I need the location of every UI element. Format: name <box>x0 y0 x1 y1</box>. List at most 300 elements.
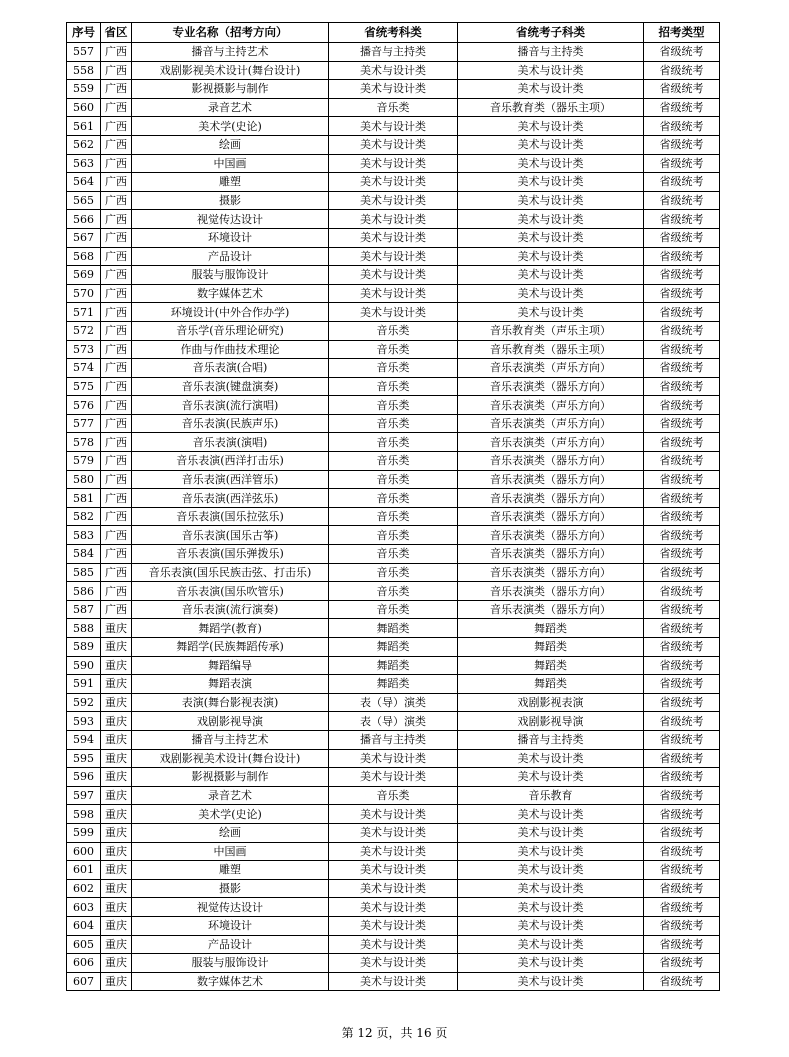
table-row <box>67 842 720 861</box>
cell-admission-type: 省级统考 <box>644 414 720 433</box>
admissions-table <box>66 22 720 991</box>
cell-exam-category: 美术与设计类 <box>329 247 458 266</box>
cell-admission-type: 省级统考 <box>644 135 720 154</box>
table-row <box>67 935 720 954</box>
cell-province: 广西 <box>101 321 132 340</box>
cell-major: 录音艺术 <box>132 98 329 117</box>
cell-admission-type: 省级统考 <box>644 861 720 880</box>
cell-exam-category: 美术与设计类 <box>329 303 458 322</box>
cell-serial: 590 <box>67 656 101 675</box>
cell-exam-category: 音乐类 <box>329 786 458 805</box>
cell-admission-type: 省级统考 <box>644 489 720 508</box>
cell-serial: 573 <box>67 340 101 359</box>
cell-province: 广西 <box>101 117 132 136</box>
table-row <box>67 154 720 173</box>
cell-major: 播音与主持艺术 <box>132 730 329 749</box>
cell-major: 音乐表演(西洋管乐) <box>132 470 329 489</box>
cell-exam-subcategory: 音乐表演类（器乐方向） <box>458 526 644 545</box>
cell-province: 重庆 <box>101 842 132 861</box>
cell-exam-subcategory: 美术与设计类 <box>458 303 644 322</box>
cell-exam-category: 美术与设计类 <box>329 154 458 173</box>
cell-province: 重庆 <box>101 693 132 712</box>
cell-exam-category: 音乐类 <box>329 507 458 526</box>
cell-admission-type: 省级统考 <box>644 321 720 340</box>
cell-province: 广西 <box>101 433 132 452</box>
cell-exam-subcategory: 美术与设计类 <box>458 823 644 842</box>
cell-admission-type: 省级统考 <box>644 786 720 805</box>
cell-serial: 602 <box>67 879 101 898</box>
cell-major: 音乐表演(国乐拉弦乐) <box>132 507 329 526</box>
cell-major: 环境设计 <box>132 228 329 247</box>
table-row <box>67 507 720 526</box>
cell-exam-category: 音乐类 <box>329 452 458 471</box>
cell-major: 舞蹈学(教育) <box>132 619 329 638</box>
cell-admission-type: 省级统考 <box>644 693 720 712</box>
cell-province: 广西 <box>101 98 132 117</box>
cell-exam-category: 美术与设计类 <box>329 823 458 842</box>
cell-major: 中国画 <box>132 842 329 861</box>
cell-admission-type: 省级统考 <box>644 284 720 303</box>
table-row <box>67 545 720 564</box>
cell-exam-subcategory: 美术与设计类 <box>458 191 644 210</box>
cell-exam-subcategory: 舞蹈类 <box>458 638 644 657</box>
cell-major: 摄影 <box>132 879 329 898</box>
cell-exam-category: 美术与设计类 <box>329 210 458 229</box>
cell-major: 数字媒体艺术 <box>132 972 329 991</box>
cell-major: 绘画 <box>132 135 329 154</box>
cell-serial: 601 <box>67 861 101 880</box>
cell-major: 音乐表演(流行演奏) <box>132 600 329 619</box>
cell-major: 音乐表演(民族声乐) <box>132 414 329 433</box>
table-row <box>67 173 720 192</box>
cell-serial: 589 <box>67 638 101 657</box>
cell-serial: 595 <box>67 749 101 768</box>
cell-serial: 585 <box>67 563 101 582</box>
cell-exam-category: 美术与设计类 <box>329 228 458 247</box>
cell-exam-category: 美术与设计类 <box>329 805 458 824</box>
cell-exam-subcategory: 美术与设计类 <box>458 266 644 285</box>
cell-major: 摄影 <box>132 191 329 210</box>
cell-exam-subcategory: 美术与设计类 <box>458 154 644 173</box>
cell-serial: 564 <box>67 173 101 192</box>
cell-exam-category: 美术与设计类 <box>329 191 458 210</box>
cell-admission-type: 省级统考 <box>644 173 720 192</box>
cell-exam-category: 音乐类 <box>329 489 458 508</box>
cell-exam-category: 美术与设计类 <box>329 916 458 935</box>
cell-exam-category: 美术与设计类 <box>329 842 458 861</box>
cell-province: 广西 <box>101 563 132 582</box>
cell-exam-category: 美术与设计类 <box>329 972 458 991</box>
cell-province: 广西 <box>101 545 132 564</box>
cell-major: 影视摄影与制作 <box>132 768 329 787</box>
cell-province: 重庆 <box>101 879 132 898</box>
cell-admission-type: 省级统考 <box>644 638 720 657</box>
cell-serial: 580 <box>67 470 101 489</box>
cell-exam-subcategory: 美术与设计类 <box>458 173 644 192</box>
cell-province: 广西 <box>101 284 132 303</box>
table-row <box>67 210 720 229</box>
cell-province: 重庆 <box>101 805 132 824</box>
cell-province: 广西 <box>101 526 132 545</box>
cell-serial: 593 <box>67 712 101 731</box>
cell-admission-type: 省级统考 <box>644 675 720 694</box>
cell-province: 重庆 <box>101 730 132 749</box>
cell-serial: 587 <box>67 600 101 619</box>
cell-major: 舞蹈学(民族舞蹈传承) <box>132 638 329 657</box>
cell-province: 重庆 <box>101 898 132 917</box>
cell-province: 重庆 <box>101 916 132 935</box>
cell-province: 重庆 <box>101 712 132 731</box>
cell-admission-type: 省级统考 <box>644 43 720 62</box>
cell-major: 美术学(史论) <box>132 117 329 136</box>
cell-serial: 566 <box>67 210 101 229</box>
cell-admission-type: 省级统考 <box>644 359 720 378</box>
cell-admission-type: 省级统考 <box>644 842 720 861</box>
cell-admission-type: 省级统考 <box>644 526 720 545</box>
cell-exam-subcategory: 美术与设计类 <box>458 879 644 898</box>
cell-major: 服装与服饰设计 <box>132 954 329 973</box>
cell-serial: 561 <box>67 117 101 136</box>
cell-major: 戏剧影视导演 <box>132 712 329 731</box>
table-row <box>67 303 720 322</box>
table-row <box>67 359 720 378</box>
cell-exam-category: 美术与设计类 <box>329 879 458 898</box>
cell-admission-type: 省级统考 <box>644 563 720 582</box>
cell-exam-category: 音乐类 <box>329 414 458 433</box>
cell-serial: 572 <box>67 321 101 340</box>
cell-exam-subcategory: 戏剧影视导演 <box>458 712 644 731</box>
cell-province: 广西 <box>101 191 132 210</box>
table-row <box>67 340 720 359</box>
cell-admission-type: 省级统考 <box>644 61 720 80</box>
cell-exam-subcategory: 美术与设计类 <box>458 972 644 991</box>
cell-exam-subcategory: 舞蹈类 <box>458 619 644 638</box>
table-row <box>67 768 720 787</box>
table-row <box>67 656 720 675</box>
table-row <box>67 582 720 601</box>
cell-exam-subcategory: 美术与设计类 <box>458 935 644 954</box>
table-row <box>67 786 720 805</box>
table-row <box>67 414 720 433</box>
cell-exam-subcategory: 音乐表演类（声乐方向） <box>458 359 644 378</box>
cell-exam-subcategory: 音乐教育类（器乐主项） <box>458 98 644 117</box>
cell-exam-subcategory: 播音与主持类 <box>458 730 644 749</box>
cell-serial: 568 <box>67 247 101 266</box>
cell-exam-subcategory: 舞蹈类 <box>458 656 644 675</box>
cell-exam-category: 美术与设计类 <box>329 861 458 880</box>
cell-exam-subcategory: 音乐表演类（声乐方向） <box>458 396 644 415</box>
cell-exam-subcategory: 音乐表演类（器乐方向） <box>458 600 644 619</box>
cell-major: 音乐表演(国乐弹拨乐) <box>132 545 329 564</box>
cell-exam-subcategory: 美术与设计类 <box>458 228 644 247</box>
cell-exam-category: 美术与设计类 <box>329 173 458 192</box>
table-row <box>67 321 720 340</box>
table-row <box>67 61 720 80</box>
cell-major: 产品设计 <box>132 935 329 954</box>
cell-serial: 597 <box>67 786 101 805</box>
cell-major: 播音与主持艺术 <box>132 43 329 62</box>
cell-exam-category: 音乐类 <box>329 600 458 619</box>
cell-exam-category: 美术与设计类 <box>329 80 458 99</box>
cell-province: 重庆 <box>101 638 132 657</box>
cell-province: 重庆 <box>101 935 132 954</box>
cell-admission-type: 省级统考 <box>644 210 720 229</box>
cell-exam-category: 美术与设计类 <box>329 898 458 917</box>
cell-province: 广西 <box>101 247 132 266</box>
table-row <box>67 805 720 824</box>
table-row <box>67 619 720 638</box>
cell-exam-subcategory: 音乐表演类（器乐方向） <box>458 452 644 471</box>
cell-admission-type: 省级统考 <box>644 303 720 322</box>
cell-exam-category: 音乐类 <box>329 359 458 378</box>
cell-admission-type: 省级统考 <box>644 712 720 731</box>
cell-exam-subcategory: 美术与设计类 <box>458 61 644 80</box>
cell-province: 重庆 <box>101 972 132 991</box>
cell-major: 音乐表演(西洋打击乐) <box>132 452 329 471</box>
cell-exam-subcategory: 美术与设计类 <box>458 805 644 824</box>
cell-province: 重庆 <box>101 823 132 842</box>
table-row <box>67 675 720 694</box>
cell-province: 广西 <box>101 154 132 173</box>
cell-admission-type: 省级统考 <box>644 805 720 824</box>
cell-major: 雕塑 <box>132 173 329 192</box>
cell-admission-type: 省级统考 <box>644 545 720 564</box>
header-exam-subcategory: 省统考子科类 <box>458 23 644 43</box>
cell-admission-type: 省级统考 <box>644 730 720 749</box>
cell-exam-subcategory: 美术与设计类 <box>458 916 644 935</box>
cell-province: 广西 <box>101 135 132 154</box>
cell-province: 广西 <box>101 210 132 229</box>
cell-exam-subcategory: 美术与设计类 <box>458 80 644 99</box>
cell-exam-subcategory: 音乐教育类（器乐主项） <box>458 340 644 359</box>
cell-exam-category: 美术与设计类 <box>329 954 458 973</box>
cell-serial: 606 <box>67 954 101 973</box>
cell-province: 重庆 <box>101 954 132 973</box>
cell-admission-type: 省级统考 <box>644 433 720 452</box>
cell-admission-type: 省级统考 <box>644 656 720 675</box>
cell-province: 重庆 <box>101 786 132 805</box>
cell-admission-type: 省级统考 <box>644 619 720 638</box>
cell-exam-category: 美术与设计类 <box>329 768 458 787</box>
cell-exam-subcategory: 美术与设计类 <box>458 117 644 136</box>
cell-exam-subcategory: 美术与设计类 <box>458 898 644 917</box>
cell-major: 影视摄影与制作 <box>132 80 329 99</box>
cell-major: 作曲与作曲技术理论 <box>132 340 329 359</box>
table-row <box>67 284 720 303</box>
cell-major: 舞蹈编导 <box>132 656 329 675</box>
table-body <box>67 43 720 991</box>
cell-province: 广西 <box>101 470 132 489</box>
cell-major: 数字媒体艺术 <box>132 284 329 303</box>
cell-major: 雕塑 <box>132 861 329 880</box>
cell-province: 广西 <box>101 452 132 471</box>
table-row <box>67 730 720 749</box>
header-major: 专业名称（招考方向） <box>132 23 329 43</box>
table-row <box>67 972 720 991</box>
cell-province: 广西 <box>101 43 132 62</box>
cell-serial: 578 <box>67 433 101 452</box>
cell-admission-type: 省级统考 <box>644 582 720 601</box>
cell-province: 广西 <box>101 340 132 359</box>
cell-admission-type: 省级统考 <box>644 749 720 768</box>
cell-major: 录音艺术 <box>132 786 329 805</box>
cell-exam-category: 美术与设计类 <box>329 266 458 285</box>
table-row <box>67 228 720 247</box>
cell-serial: 559 <box>67 80 101 99</box>
cell-serial: 584 <box>67 545 101 564</box>
cell-admission-type: 省级统考 <box>644 98 720 117</box>
cell-exam-category: 表（导）演类 <box>329 693 458 712</box>
cell-serial: 583 <box>67 526 101 545</box>
table-row <box>67 377 720 396</box>
cell-major: 音乐表演(西洋弦乐) <box>132 489 329 508</box>
cell-major: 视觉传达设计 <box>132 210 329 229</box>
table-row <box>67 693 720 712</box>
table-header-row <box>67 23 720 43</box>
cell-major: 视觉传达设计 <box>132 898 329 917</box>
cell-admission-type: 省级统考 <box>644 470 720 489</box>
cell-exam-category: 音乐类 <box>329 470 458 489</box>
cell-exam-category: 音乐类 <box>329 433 458 452</box>
cell-exam-subcategory: 音乐表演类（器乐方向） <box>458 377 644 396</box>
cell-serial: 586 <box>67 582 101 601</box>
cell-serial: 570 <box>67 284 101 303</box>
cell-serial: 592 <box>67 693 101 712</box>
table-row <box>67 861 720 880</box>
table-row <box>67 898 720 917</box>
cell-exam-category: 音乐类 <box>329 377 458 396</box>
table-row <box>67 600 720 619</box>
table-row <box>67 749 720 768</box>
cell-province: 广西 <box>101 173 132 192</box>
table-row <box>67 80 720 99</box>
cell-exam-category: 音乐类 <box>329 98 458 117</box>
cell-province: 重庆 <box>101 768 132 787</box>
cell-exam-category: 音乐类 <box>329 321 458 340</box>
table-row <box>67 489 720 508</box>
cell-major: 音乐表演(国乐民族击弦、打击乐) <box>132 563 329 582</box>
cell-exam-subcategory: 美术与设计类 <box>458 210 644 229</box>
cell-exam-subcategory: 音乐教育 <box>458 786 644 805</box>
cell-province: 广西 <box>101 600 132 619</box>
cell-admission-type: 省级统考 <box>644 247 720 266</box>
cell-province: 广西 <box>101 359 132 378</box>
cell-exam-subcategory: 音乐表演类（器乐方向） <box>458 582 644 601</box>
cell-admission-type: 省级统考 <box>644 935 720 954</box>
cell-major: 戏剧影视美术设计(舞台设计) <box>132 61 329 80</box>
cell-major: 音乐表演(合唱) <box>132 359 329 378</box>
cell-province: 广西 <box>101 80 132 99</box>
table-row <box>67 452 720 471</box>
cell-major: 音乐表演(演唱) <box>132 433 329 452</box>
table-row <box>67 396 720 415</box>
table-row <box>67 638 720 657</box>
cell-admission-type: 省级统考 <box>644 768 720 787</box>
cell-exam-subcategory: 美术与设计类 <box>458 284 644 303</box>
header-serial: 序号 <box>67 23 101 43</box>
cell-admission-type: 省级统考 <box>644 452 720 471</box>
cell-exam-category: 音乐类 <box>329 396 458 415</box>
cell-province: 广西 <box>101 396 132 415</box>
cell-exam-category: 舞蹈类 <box>329 656 458 675</box>
cell-province: 广西 <box>101 582 132 601</box>
cell-serial: 596 <box>67 768 101 787</box>
cell-admission-type: 省级统考 <box>644 377 720 396</box>
cell-admission-type: 省级统考 <box>644 600 720 619</box>
cell-serial: 562 <box>67 135 101 154</box>
table-row <box>67 98 720 117</box>
cell-exam-subcategory: 音乐表演类（器乐方向） <box>458 545 644 564</box>
cell-serial: 591 <box>67 675 101 694</box>
cell-admission-type: 省级统考 <box>644 972 720 991</box>
table-row <box>67 117 720 136</box>
cell-exam-subcategory: 美术与设计类 <box>458 135 644 154</box>
cell-admission-type: 省级统考 <box>644 228 720 247</box>
cell-exam-subcategory: 美术与设计类 <box>458 861 644 880</box>
cell-serial: 558 <box>67 61 101 80</box>
cell-exam-category: 表（导）演类 <box>329 712 458 731</box>
table-row <box>67 191 720 210</box>
cell-admission-type: 省级统考 <box>644 823 720 842</box>
cell-exam-category: 音乐类 <box>329 563 458 582</box>
cell-exam-subcategory: 美术与设计类 <box>458 749 644 768</box>
table-row <box>67 526 720 545</box>
cell-serial: 605 <box>67 935 101 954</box>
table-row <box>67 43 720 62</box>
header-province: 省区 <box>101 23 132 43</box>
header-exam-category: 省统考科类 <box>329 23 458 43</box>
cell-serial: 563 <box>67 154 101 173</box>
cell-serial: 574 <box>67 359 101 378</box>
cell-exam-category: 美术与设计类 <box>329 749 458 768</box>
cell-major: 音乐学(音乐理论研究) <box>132 321 329 340</box>
cell-major: 产品设计 <box>132 247 329 266</box>
cell-admission-type: 省级统考 <box>644 396 720 415</box>
cell-exam-category: 播音与主持类 <box>329 730 458 749</box>
cell-admission-type: 省级统考 <box>644 879 720 898</box>
table-row <box>67 135 720 154</box>
cell-province: 重庆 <box>101 656 132 675</box>
table-row <box>67 266 720 285</box>
cell-exam-category: 播音与主持类 <box>329 43 458 62</box>
cell-exam-category: 音乐类 <box>329 582 458 601</box>
cell-serial: 603 <box>67 898 101 917</box>
cell-major: 绘画 <box>132 823 329 842</box>
cell-serial: 560 <box>67 98 101 117</box>
cell-exam-subcategory: 音乐表演类（器乐方向） <box>458 470 644 489</box>
cell-province: 重庆 <box>101 675 132 694</box>
cell-serial: 598 <box>67 805 101 824</box>
table-row <box>67 470 720 489</box>
table-row <box>67 247 720 266</box>
cell-exam-subcategory: 音乐教育类（声乐主项） <box>458 321 644 340</box>
cell-exam-subcategory: 音乐表演类（声乐方向） <box>458 433 644 452</box>
cell-major: 环境设计(中外合作办学) <box>132 303 329 322</box>
cell-admission-type: 省级统考 <box>644 954 720 973</box>
cell-serial: 577 <box>67 414 101 433</box>
table-row <box>67 712 720 731</box>
cell-major: 服装与服饰设计 <box>132 266 329 285</box>
cell-major: 音乐表演(键盘演奏) <box>132 377 329 396</box>
cell-serial: 557 <box>67 43 101 62</box>
cell-serial: 582 <box>67 507 101 526</box>
cell-exam-subcategory: 戏剧影视表演 <box>458 693 644 712</box>
cell-admission-type: 省级统考 <box>644 266 720 285</box>
cell-major: 戏剧影视美术设计(舞台设计) <box>132 749 329 768</box>
cell-province: 广西 <box>101 303 132 322</box>
cell-exam-subcategory: 美术与设计类 <box>458 247 644 266</box>
header-admission-type: 招考类型 <box>644 23 720 43</box>
